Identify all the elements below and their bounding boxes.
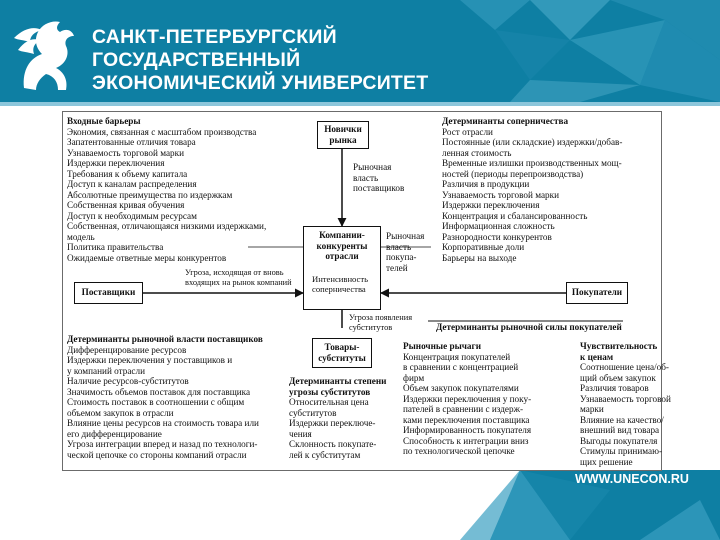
buyer-power-label: покупа- (386, 252, 417, 262)
competitors-line: конкуренты (316, 240, 368, 251)
price-sensitivity-heading: Чувствительность (580, 341, 658, 351)
price-sensitivity-heading: к ценам (580, 351, 614, 362)
rivalry-item: ленная стоимость (442, 147, 512, 158)
title-line-2: ГОСУДАРСТВЕННЫЙ (92, 49, 301, 71)
entry-threat-label: Угроза, исходящая от вновь (185, 268, 284, 277)
substitute-threat-label: субститутов (349, 323, 393, 332)
entry-barrier-item: Абсолютные преимущества по издержкам (67, 189, 233, 200)
entry-threat-label: входящих на рынок компаний (185, 278, 292, 287)
rivalry-item: Постоянные (или складские) издержки/добав- (442, 137, 623, 147)
price-sensitivity-item: марки (580, 404, 604, 414)
substitutes-box (312, 338, 372, 368)
price-sensitivity-item: Различия товаров (580, 383, 649, 393)
substitution-heading: угрозы субститутов (289, 386, 371, 397)
entry-barrier-item: Собственная кривая обучения (67, 200, 185, 210)
leverage-item: Информированность покупателя (403, 425, 532, 435)
rivalry-item: Барьеры на выходе (442, 252, 517, 263)
supplier-power-item: Дифференцирование ресурсов (67, 344, 187, 355)
industry-competitors-box (303, 226, 381, 310)
rivalry-heading: Детерминанты соперничества (442, 116, 569, 126)
entry-barrier-item: Доступ к каналам распределения (67, 179, 197, 189)
entry-barrier-item: модель (67, 231, 95, 242)
substitution-heading: Детерминанты степени (289, 376, 387, 386)
leverage-item: Объем закупок покупателями (403, 383, 519, 393)
buyer-power-label: власть (386, 241, 412, 252)
price-sensitivity-item: Соотношение цена/об- (580, 362, 669, 372)
supplier-power-label: власть (353, 172, 379, 183)
entry-barrier-item: Узнаваемость торговой марки (67, 147, 185, 158)
price-sensitivity-item: Влияние на качество/ (580, 414, 664, 425)
title-line-3: ЭКОНОМИЧЕСКИЙ УНИВЕРСИТЕТ (92, 72, 429, 94)
entry-barrier-item: Доступ к необходимым ресурсам (67, 210, 197, 221)
rivalry-item: Разнородности конкурентов (442, 231, 552, 242)
substitution-item: субститутов (289, 407, 337, 418)
rivalry-item: Различия в продукции (442, 179, 530, 189)
rivalry-item: Рост отрасли (442, 126, 493, 137)
entry-barrier-item: Издержки переключения (67, 158, 165, 168)
leverage-item: Издержки переключения у поку- (403, 393, 532, 404)
competitors-line: отрасли (325, 251, 359, 261)
rivalry-item: ностей (периоды перепроизводства) (442, 168, 584, 179)
five-forces-diagram (62, 111, 671, 471)
buyers-box (566, 282, 628, 304)
substitute-threat-label: Угроза появления (349, 313, 413, 322)
buyers-label: Покупатели (571, 287, 623, 297)
entry-barrier-item: Экономия, связанная с масштабом производства (67, 126, 257, 137)
leverage-item: ками переключения поставщика (403, 414, 530, 425)
substitutes-line: субституты (318, 352, 366, 363)
entry-barriers-heading: Входные барьеры (67, 116, 141, 126)
supplier-power-item: Влияние цены ресурсов на стоимость товара или (67, 418, 259, 428)
price-sensitivity-item: внешний вид товара (580, 425, 660, 435)
substitutes-line: Товары- (324, 342, 360, 352)
rivalry-intensity-label: соперничества (312, 284, 366, 294)
title-line-1: САНКТ-ПЕТЕРБУРГСКИЙ (92, 26, 337, 48)
university-griffin-logo (12, 10, 82, 95)
leverage-item: пателей в сравнении с издерж- (403, 404, 523, 414)
supplier-power-item: Угроза интеграции вперед и назад по технологи- (67, 439, 258, 449)
price-sensitivity-item: Выгоды покупателя (580, 435, 658, 446)
substitution-item: Склонность покупате- (289, 439, 377, 449)
supplier-power-item: Издержки переключения у поставщиков и (67, 355, 233, 365)
website-link[interactable]: WWW.UNECON.RU (575, 472, 689, 486)
supplier-power-item: Значимость объемов поставок для поставщика (67, 386, 251, 397)
rivalry-item: Корпоративные доли (442, 242, 525, 252)
university-name (92, 26, 428, 95)
substitution-item: лей к субститутам (289, 449, 361, 460)
substitution-item: Относительная цена (289, 397, 369, 407)
rivalry-item: Узнаваемость торговой марки (442, 189, 560, 200)
substitution-item: чения (289, 428, 312, 439)
price-sensitivity-item: Узнаваемость торговой (580, 393, 671, 404)
supplier-power-item: Наличие ресурсов-субститутов (67, 376, 189, 386)
supplier-power-item: объемом закупок в отрасли (67, 407, 174, 418)
competitors-line: Компании- (319, 230, 365, 240)
new-entrants-line: рынка (329, 134, 357, 145)
header-decoration (420, 0, 720, 102)
supplier-power-item: его дифференцирование (67, 428, 162, 439)
price-sensitivity-item: щий объем закупок (580, 372, 656, 383)
buyer-power-label: телей (386, 262, 408, 273)
supplier-power-item: у компаний отрасли (67, 365, 146, 376)
new-entrants-line: Новички (324, 124, 362, 134)
rivalry-intensity-label: Интенсивность (312, 274, 369, 284)
supplier-power-heading: Детерминанты рыночной власти поставщиков (67, 334, 263, 344)
leverage-heading: Рыночные рычаги (403, 341, 481, 351)
supplier-power-item: ческой цепочке со стороны компаний отрасли (67, 449, 247, 460)
rivalry-item: Временные излишки производственных мощ- (442, 158, 622, 168)
suppliers-label: Поставщики (81, 287, 136, 297)
rivalry-item: Издержки переключения (442, 200, 540, 210)
header-stripe (0, 102, 720, 106)
leverage-item: в сравнении с концентрацией (403, 362, 519, 372)
entry-barrier-item: Политика правительства (67, 242, 164, 252)
leverage-item: Способность к интеграции вниз (403, 435, 529, 446)
entry-barrier-item: Собственная, отличающаяся низкими издержками, (67, 221, 267, 231)
new-entrants-box (317, 121, 369, 149)
price-sensitivity-item: щих решение (580, 456, 633, 467)
supplier-power-item: Стоимость поставок в соотношении с общим (67, 397, 245, 407)
buyer-power-label: Рыночная (386, 231, 425, 241)
entry-barrier-item: Запатентованные отличия товара (67, 137, 196, 147)
buyer-power-heading: Детерминанты рыночной силы покупателей (436, 322, 622, 332)
header-banner (0, 0, 720, 102)
rivalry-item: Концентрация и сбалансированность (442, 210, 588, 221)
leverage-item: фирм (403, 372, 425, 383)
rivalry-item: Информационная сложность (442, 221, 555, 231)
entry-barrier-item: Требования к объему капитала (67, 168, 188, 179)
entry-barrier-item: Ожидаемые ответные меры конкурентов (67, 252, 227, 263)
substitution-item: Издержки переключе- (289, 418, 376, 428)
supplier-power-label: Рыночная (353, 162, 392, 172)
leverage-item: Концентрация покупателей (403, 351, 511, 362)
price-sensitivity-item: Стимулы принимаю- (580, 446, 663, 456)
leverage-item: по технологической цепочке (403, 446, 515, 456)
suppliers-box (74, 282, 143, 304)
supplier-power-label: поставщиков (353, 183, 405, 193)
